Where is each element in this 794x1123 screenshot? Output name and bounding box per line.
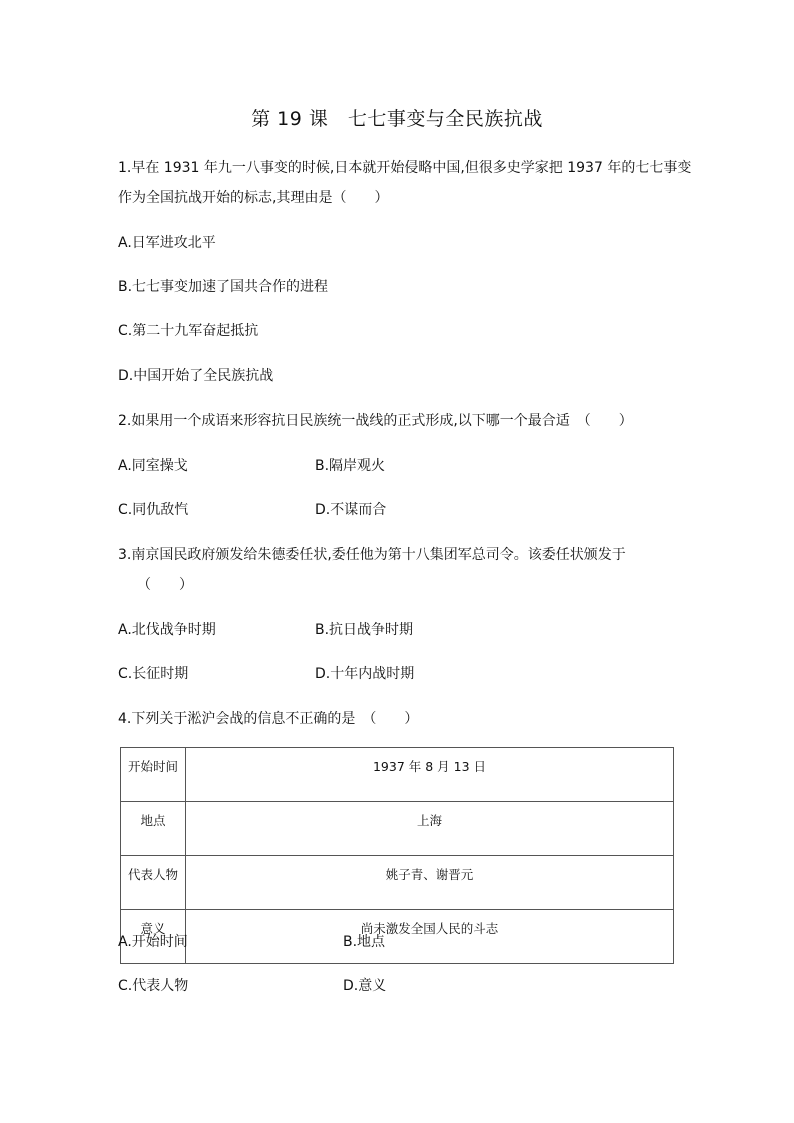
q2-stem: 2.如果用一个成语来形容抗日民族统一战线的正式形成,以下哪一个最合适 （ ） — [118, 413, 633, 429]
q4-option-a: A.开始时间 — [118, 934, 188, 950]
table-value-figures: 姚子青、谢晋元 — [186, 856, 674, 910]
q1-option-b: B.七七事变加速了国共合作的进程 — [118, 279, 329, 295]
q4-option-c: C.代表人物 — [118, 978, 189, 994]
q2-option-d: D.不谋而合 — [315, 502, 387, 518]
q3-option-b: B.抗日战争时期 — [315, 622, 414, 638]
table-value-start-time: 1937 年 8 月 13 日 — [186, 748, 674, 802]
q4-option-d: D.意义 — [343, 978, 387, 994]
q2-option-c: C.同仇敌忾 — [118, 502, 189, 518]
q3-option-c: C.长征时期 — [118, 666, 189, 682]
q3-option-a: A.北伐战争时期 — [118, 622, 216, 638]
table-value-location: 上海 — [186, 802, 674, 856]
q4-stem: 4.下列关于淞沪会战的信息不正确的是 （ ） — [118, 711, 419, 727]
q2-option-b: B.隔岸观火 — [315, 458, 386, 474]
table-value-significance: 尚未激发全国人民的斗志 — [186, 910, 674, 964]
table-key-start-time: 开始时间 — [121, 748, 186, 802]
table-row — [121, 802, 674, 856]
q4-info-table — [120, 747, 674, 964]
q1-option-c: C.第二十九军奋起抵抗 — [118, 323, 259, 339]
q3-stem-line1: 3.南京国民政府颁发给朱德委任状,委任他为第十八集团军总司令。该委任状颁发于 — [118, 547, 626, 563]
table-key-figures: 代表人物 — [121, 856, 186, 910]
q4-option-b: B.地点 — [343, 934, 386, 950]
table-key-location: 地点 — [121, 802, 186, 856]
q3-stem-line2: （ ） — [137, 577, 193, 593]
table-row — [121, 856, 674, 910]
q1-stem-line1: 1.早在 1931 年九一八事变的时候,日本就开始侵略中国,但很多史学家把 1937 年的七七事变 — [118, 160, 692, 176]
q3-option-d: D.十年内战时期 — [315, 666, 415, 682]
table-key-significance: 意义 — [121, 910, 186, 964]
page-title: 第 19 课 七七事变与全民族抗战 — [251, 108, 543, 130]
q1-option-d: D.中国开始了全民族抗战 — [118, 368, 274, 384]
table-row — [121, 748, 674, 802]
q2-option-a: A.同室操戈 — [118, 458, 188, 474]
q1-stem-line2: 作为全国抗战开始的标志,其理由是（ ） — [118, 190, 389, 206]
table-row — [121, 910, 674, 964]
q1-option-a: A.日军进攻北平 — [118, 235, 216, 251]
